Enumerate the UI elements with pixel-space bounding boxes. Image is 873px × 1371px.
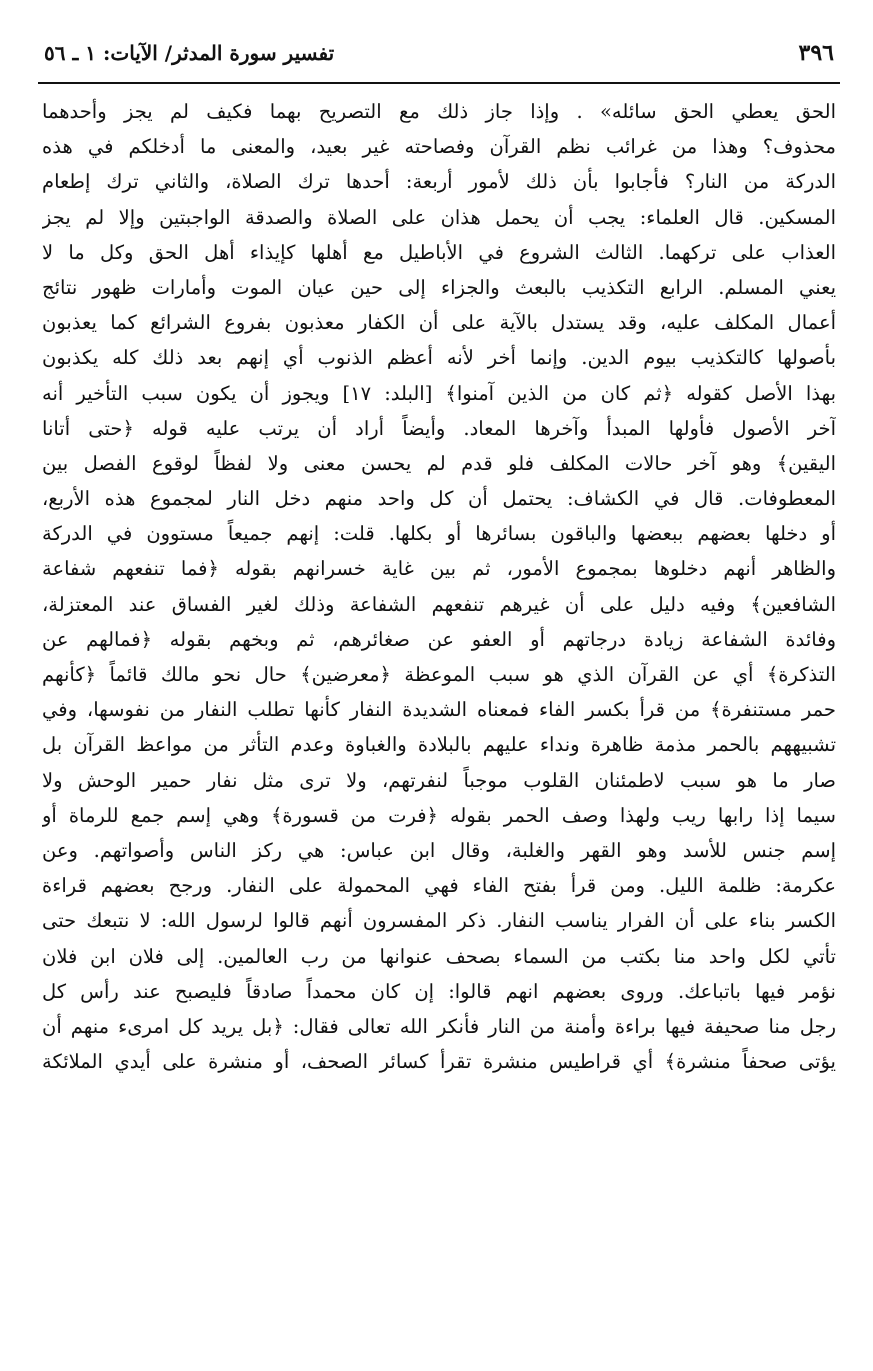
text-line: بأصولها كالتكذيب بيوم الدين. وإنما أخر لأنه أعظم الذنوب أي إنهم بعد ذلك كله يكذبون — [42, 346, 836, 370]
text-line: الدركة من النار؟ فأجابوا بأن ذلك لأمور أربعة: أحدها ترك الصلاة، والثاني ترك إطعام — [42, 170, 836, 194]
text-line: بهذا الأصل كقوله ﴿ثم كان من الذين آمنوا﴾ [البلد: ١٧] ويجوز أن يكون سبب التأخير أنه — [42, 381, 836, 405]
text-line: التذكرة﴾ أي عن القرآن الذي هو سبب الموعظة ﴿معرضين﴾ حال نحو مالك قائماً ﴿كأنهم — [42, 663, 836, 686]
text-line: المعطوفات. قال في الكشاف: يحتمل أن كل واحد منهم دخل النار لمجموع هذه الأربع، — [42, 487, 836, 511]
text-line: العذاب على تركهما. الثالث الشروع في الأباطيل مع أهلها كإيذاء أهل الحق وكل ما لا — [42, 240, 836, 264]
text-line: تأتي لكل واحد منا بكتب من السماء بصحف عنوانها من رب العالمين. إلى فلان ابن فلان — [42, 944, 836, 968]
text-line: سيما إذا رابها ريب ولهذا وصف الحمر بقوله ﴿فرت من قسورة﴾ وهي إسم جمع للرماة أو — [42, 803, 836, 827]
text-line: رجل منا صحيفة فيها براءة وأمنة من النار فأنكر الله تعالى فقال: ﴿بل يريد كل امرىء منهم أن — [42, 1014, 836, 1038]
text-line: وفائدة الشفاعة زيادة درجاتهم أو العفو عن صغائرهم، ثم وبخهم بقوله ﴿فمالهم عن — [42, 627, 836, 651]
text-line: اليقين﴾ وهو آخر حالات المكلف فلو قدم لم يحسن معنى ولا لفظاً لوقوع الفصل بين — [42, 451, 836, 475]
book-page — [38, 40, 840, 1079]
text-line: الكسر بناء على أن الفرار يناسب النفار. ذكر المفسرون أنهم قالوا لرسول الله: لا نتبعك حتى — [42, 909, 836, 933]
text-line: المسكين. قال العلماء: يجب أن يحمل هذان على الصلاة والصدقة الواجبتين وإلا لم يجز — [42, 205, 836, 229]
text-line: يؤتى صحفاً منشرة﴾ أي قراطيس منشرة تقرأ كسائر الصحف، أو منشرة على أيدي الملائكة — [42, 1050, 836, 1074]
text-line: حمر مستنفرة﴾ من قرأ بكسر الفاء فمعناه الشديدة النفار كأنها تطلب النفار من نفوسها، وفي — [42, 698, 836, 722]
commentary-text — [38, 94, 840, 1079]
text-line: إسم جنس للأسد وهو القهر والغلبة، وقال ابن عباس: هي ركز الناس وأصواتهم. وعن — [42, 838, 836, 862]
text-line: محذوف؟ وهذا من غرائب نظم القرآن وفصاحته غير بعيد، والمعنى ما أدخلكم في هذه — [42, 135, 836, 159]
text-line: يعني المسلم. الرابع التكذيب بالبعث والجزاء إلى حين عيان الموت وأمارات ظهور نتائج — [42, 275, 836, 299]
text-line: الشافعين﴾ وفيه دليل على أن غيرهم تنفعهم الشفاعة وذلك لغير الفساق عند المعتزلة، — [42, 592, 836, 616]
text-line: أو دخلها بعضهم ببعضها والباقون بسائرها أو بكلها. قلت: إنهم جميعاً مستوون في الدركة — [42, 522, 836, 546]
text-line: عكرمة: ظلمة الليل. ومن قرأ بفتح الفاء فهي المحمولة على النفار. ورجح بعضهم قراءة — [42, 874, 836, 898]
page-number: ٣٩٦ — [798, 40, 834, 66]
text-line: تشبيههم بالحمر مذمة ظاهرة ونداء عليهم بالبلادة والغباوة وعدم التأثر من مواعظ القرآن بل — [42, 733, 836, 757]
text-line: أعمال المكلف عليه، وقد يستدل بالآية على أن الكفار معذبون بفروع الشرائع كما يعذبون — [42, 311, 836, 335]
text-line: نؤمر فيها باتباعك. وروى بعضهم انهم قالوا: إن كان محمداً صادقاً فليصبح عند رأس كل — [42, 979, 836, 1003]
text-line: والظاهر أنهم دخلوها بمجموع الأمور، ثم بين غاية خسرانهم بقوله ﴿فما تنفعهم شفاعة — [42, 557, 836, 581]
running-title: تفسير سورة المدثر/ الآيات: ١ ـ ٥٦ — [44, 41, 335, 65]
running-header — [38, 40, 840, 84]
text-line: صار ما هو سبب لاطمئنان القلوب موجباً لنفرتهم، ولا ترى مثل نفار حمير الوحش ولا — [42, 768, 836, 792]
text-line: آخر الأصول فأولها المبدأ وآخرها المعاد. وأيضاً أراد أن يرتب عليه قوله ﴿حتى أتانا — [42, 416, 836, 440]
text-line: الحق يعطي الحق سائله» . وإذا جاز ذلك مع التصريح بهما فكيف لم يجز وأحدهما — [42, 100, 836, 123]
